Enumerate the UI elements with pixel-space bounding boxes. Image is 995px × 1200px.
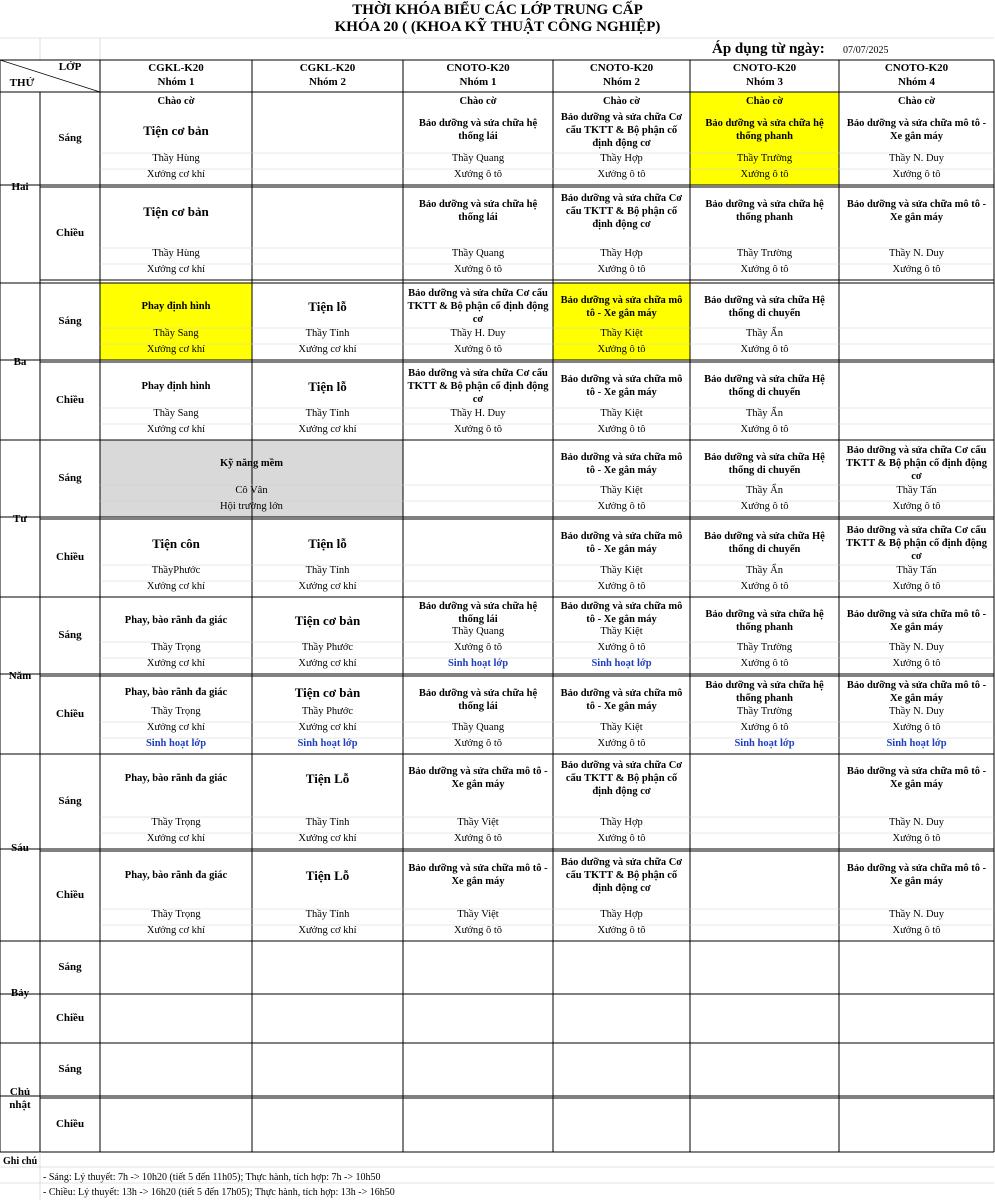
subject-name: Phay, bào rãnh đa giác — [124, 615, 228, 626]
session-label-morning: Sáng — [58, 314, 82, 327]
room-name: Xưởng ô tô — [597, 424, 646, 435]
day-label-7: Chủ nhật — [9, 1085, 31, 1111]
teacher-name: Thầy Trọng — [151, 642, 201, 653]
schedule-cell — [100, 92, 252, 185]
teacher-name: Thầy Kiệt — [600, 626, 643, 637]
session-label-morning: Sáng — [58, 1062, 82, 1075]
class-group-5: Nhóm 3 — [746, 76, 783, 88]
room-name: Xưởng cơ khí — [298, 344, 357, 355]
teacher-name: Thầy Tỉnh — [305, 565, 350, 576]
teacher-name: Thầy H. Duy — [450, 328, 506, 339]
room-name: Xưởng ô tô — [454, 344, 502, 355]
room-name: Xưởng ô tô — [597, 264, 646, 275]
teacher-name: Thầy Việt — [457, 909, 499, 920]
subject-name: Phay định hình — [141, 380, 211, 392]
schedule-cell — [839, 92, 994, 185]
subject-name: Bảo dưỡng và sửa chữa mô tô - Xe gắn máy — [408, 863, 548, 887]
room-name: Xưởng cơ khí — [298, 925, 357, 936]
room-name: Xưởng cơ khí — [146, 344, 206, 355]
subject-name: Bảo dưỡng và sửa chữa hệ thống phanh — [705, 199, 824, 223]
subject-name: Bảo dưỡng và sửa chữa mô tô - Xe gắn máy — [846, 199, 987, 223]
subject-name: Bảo dưỡng và sửa chữa mô tô - Xe gắn máy — [560, 451, 683, 476]
schedule-cell — [690, 519, 839, 597]
schedule-cell — [839, 754, 994, 849]
subject-name: Bảo dưỡng và sửa chữa mô tô - Xe gắn máy — [846, 680, 987, 704]
subject-name: Bảo dưỡng và sửa chữa mô tô - Xe gắn máy — [560, 688, 683, 712]
day-label-6: Bảy — [10, 986, 30, 999]
room-name: Xưởng ô tô — [597, 581, 646, 592]
room-name: Xưởng cơ khí — [298, 581, 357, 592]
subject-name: Bảo dưỡng và sửa chữa mô tô - Xe gắn máy — [846, 766, 987, 790]
room-name: Xưởng ô tô — [597, 738, 646, 749]
room-name: Xưởng ô tô — [740, 264, 789, 275]
schedule-cell — [553, 754, 690, 849]
flag-ceremony: Chào cờ — [459, 96, 497, 107]
teacher-name: Thầy Kiệt — [600, 722, 643, 733]
room-name: Xưởng ô tô — [740, 658, 789, 669]
room-name: Xưởng ô tô — [597, 169, 646, 180]
teacher-name: Thầy Kiệt — [600, 328, 643, 339]
teacher-name: Thầy N. Duy — [888, 248, 945, 259]
teacher-name: Thầy Sang — [153, 408, 199, 419]
room-name: Xưởng ô tô — [892, 264, 941, 275]
subject-name: Bảo dưỡng và sửa chữa Cơ cấu TKTT & Bộ phận cố định động cơ — [407, 288, 549, 325]
teacher-name: Thầy Tấn — [896, 485, 937, 496]
flag-ceremony: Chào cờ — [897, 96, 936, 107]
room-name: Xưởng ô tô — [454, 925, 502, 936]
room-name: Hội trường lớn — [220, 501, 283, 512]
subject-name: Bảo dưỡng và sửa chữa Cơ cấu TKTT & Bộ phận cố định động cơ — [560, 759, 683, 797]
room-name: Xưởng cơ khí — [146, 833, 206, 844]
room-name: Xưởng ô tô — [892, 581, 941, 592]
subject-name: Tiện lỗ — [308, 299, 347, 314]
room-name: Xưởng ô tô — [740, 501, 789, 512]
class-name-2: CGKL-K20 — [299, 62, 356, 74]
teacher-name: Thầy Trường — [736, 642, 793, 653]
class-name-1: CGKL-K20 — [148, 62, 204, 74]
room-name: Xưởng cơ khí — [146, 925, 206, 936]
notes-afternoon: - Chiều: Lý thuyết: 13h -> 16h20 (tiết 5 đến 17h05); Thực hành, tích hợp: 13h -> 16h50 — [43, 1187, 395, 1198]
subject-name: Bảo dưỡng và sửa chữa Cơ cấu TKTT & Bộ phận cố định động cơ — [407, 367, 549, 405]
session-label-morning: Sáng — [58, 131, 82, 144]
subject-name: Phay định hình — [141, 301, 211, 312]
teacher-name: Thầy Hợp — [600, 153, 643, 164]
schedule-cell — [839, 597, 994, 674]
teacher-name: Thầy Hùng — [152, 248, 200, 259]
subject-name: Kỹ năng mềm — [220, 458, 283, 469]
class-activity: Sinh hoạt lớp — [447, 658, 509, 669]
session-label-afternoon: Chiều — [55, 1011, 85, 1024]
corner-day-label: THỨ — [9, 77, 35, 89]
schedule-cell — [553, 283, 690, 360]
room-name: Xưởng cơ khí — [298, 833, 357, 844]
schedule-cell — [252, 362, 403, 440]
subject-name: Bảo dưỡng và sửa chữa mô tô - Xe gắn máy — [846, 863, 987, 887]
room-name: Xưởng ô tô — [454, 833, 502, 844]
class-group-6: Nhóm 4 — [898, 76, 935, 88]
room-name: Xưởng cơ khí — [146, 424, 206, 435]
schedule-cell — [553, 597, 690, 674]
class-activity: Sinh hoạt lớp — [734, 738, 795, 749]
room-name: Xưởng cơ khí — [298, 424, 357, 435]
room-name: Xưởng ô tô — [597, 501, 646, 512]
teacher-name: Thầy Trọng — [151, 909, 201, 920]
teacher-name: Thầy Sang — [153, 328, 199, 339]
schedule-cell — [553, 519, 690, 597]
subject-name: Bảo dưỡng và sửa chữa Cơ cấu TKTT & Bộ phận cố định động cơ — [560, 856, 683, 894]
subject-name: Bảo dưỡng và sửa chữa mô tô - Xe gắn máy — [560, 531, 683, 555]
session-label-afternoon: Chiều — [55, 1118, 85, 1130]
room-name: Xưởng ô tô — [454, 264, 502, 275]
schedule-cell — [839, 440, 994, 517]
teacher-name: Thầy Quang — [451, 722, 505, 733]
subject-name: Bảo dưỡng và sửa chữa hệ thống lái — [418, 600, 538, 625]
schedule-cell — [100, 440, 403, 517]
teacher-name: Thầy Kiệt — [600, 485, 643, 496]
teacher-name: Thầy N. Duy — [888, 817, 945, 828]
schedule-cell — [553, 440, 690, 517]
flag-ceremony: Chào cờ — [745, 96, 784, 107]
class-name-6: CNOTO-K20 — [884, 62, 949, 74]
schedule-cell — [839, 187, 994, 280]
room-name: Xưởng ô tô — [892, 169, 941, 180]
schedule-cell — [553, 92, 690, 185]
notes-morning: - Sáng: Lý thuyết: 7h -> 10h20 (tiết 5 đến 11h05); Thực hành, tích hợp: 7h -> 10h50 — [43, 1172, 381, 1183]
class-activity: Sinh hoạt lớp — [591, 658, 652, 669]
teacher-name: Thầy Tỉnh — [305, 408, 350, 419]
teacher-name: Thầy Tấn — [896, 565, 937, 576]
day-label-4: Năm — [8, 670, 32, 682]
schedule-cell — [690, 676, 839, 754]
subject-name: Phay, bào rãnh đa giác — [124, 686, 228, 698]
room-name: Xưởng ô tô — [892, 501, 941, 512]
room-name: Xưởng ô tô — [597, 344, 646, 355]
teacher-name: Thầy Tỉnh — [305, 328, 350, 339]
teacher-name: Cô Vân — [235, 485, 268, 496]
schedule-cell — [403, 92, 553, 185]
class-activity: Sinh hoạt lớp — [297, 738, 358, 749]
schedule-cell — [100, 187, 252, 280]
title-line-2: KHÓA 20 ( (KHOA KỸ THUẬT CÔNG NGHIỆP) — [334, 19, 661, 35]
subject-name: Tiện cơ bản — [143, 122, 209, 138]
schedule-cell — [100, 754, 252, 849]
session-label-afternoon: Chiều — [55, 551, 85, 563]
session-label-afternoon: Chiều — [55, 394, 85, 406]
teacher-name: Thầy Hợp — [600, 817, 643, 828]
subject-name: Bảo dưỡng và sửa chữa Hệ thống di chuyển — [704, 294, 825, 319]
schedule-cell — [553, 187, 690, 280]
schedule-cell — [252, 283, 403, 360]
teacher-name: Thầy Trọng — [151, 817, 201, 828]
teacher-name: Thầy Phước — [301, 706, 354, 717]
room-name: Xưởng ô tô — [597, 925, 646, 936]
subject-name: Bảo dưỡng và sửa chữa hệ thống lái — [418, 688, 538, 712]
room-name: Xưởng cơ khí — [146, 169, 206, 180]
subject-name: Bảo dưỡng và sửa chữa mô tô - Xe gắn máy — [408, 766, 548, 790]
subject-name: Bảo dưỡng và sửa chữa hệ thống phanh — [705, 118, 824, 142]
schedule-cell — [690, 440, 839, 517]
teacher-name: Thầy Kiệt — [600, 565, 643, 576]
room-name: Xưởng cơ khí — [146, 722, 206, 733]
subject-name: Bảo dưỡng và sửa chữa hệ thống phanh — [705, 680, 824, 704]
teacher-name: Thầy Quang — [451, 153, 505, 164]
room-name: Xưởng cơ khí — [298, 658, 357, 669]
subject-name: Tiện lỗ — [308, 535, 347, 551]
schedule-cell — [690, 92, 839, 185]
session-label-afternoon: Chiều — [55, 889, 85, 901]
teacher-name: Thầy Quang — [451, 248, 505, 259]
teacher-name: Thầy Trọng — [151, 706, 201, 717]
subject-name: Tiện Lỗ — [305, 867, 350, 883]
session-label-afternoon: Chiều — [55, 708, 85, 720]
subject-name: Tiện cơ bản — [294, 684, 361, 700]
schedule-cell — [690, 362, 839, 440]
teacher-name: Thầy Ẩn — [745, 328, 784, 339]
class-name-4: CNOTO-K20 — [589, 62, 654, 74]
teacher-name: Thầy Hùng — [152, 153, 200, 164]
room-name: Xưởng ô tô — [740, 169, 789, 180]
schedule-cell — [403, 754, 553, 849]
room-name: Xưởng ô tô — [740, 581, 789, 592]
session-label-morning: Sáng — [58, 628, 82, 641]
subject-name: Tiện cơ bản — [143, 203, 209, 219]
notes-label: Ghi chú — [3, 1156, 38, 1167]
subject-name: Bảo dưỡng và sửa chữa hệ thống lái — [418, 118, 538, 142]
session-label-morning: Sáng — [58, 794, 82, 807]
teacher-name: Thầy Trường — [736, 153, 793, 164]
schedule-cell — [839, 676, 994, 754]
schedule-cell — [100, 851, 252, 941]
room-name: Xưởng ô tô — [892, 833, 941, 844]
teacher-name: Thầy Ẩn — [745, 565, 784, 576]
subject-name: Bảo dưỡng và sửa chữa Hệ thống di chuyển — [704, 374, 825, 398]
flag-ceremony: Chào cờ — [602, 96, 641, 107]
subject-name: Bảo dưỡng và sửa chữa mô tô - Xe gắn máy — [560, 294, 683, 319]
class-group-1: Nhóm 1 — [157, 76, 195, 88]
title-line-1: THỜI KHÓA BIỂU CÁC LỚP TRUNG CẤP — [352, 2, 643, 18]
corner-class-label: LỚP — [58, 61, 82, 73]
subject-name: Tiện cơ bản — [294, 613, 361, 628]
schedule-cell — [690, 597, 839, 674]
session-label-morning: Sáng — [58, 471, 82, 484]
subject-name: Tiện Lỗ — [305, 770, 350, 786]
schedule-cell — [100, 597, 252, 674]
teacher-name: Thầy Trường — [736, 706, 793, 717]
subject-name: Bảo dưỡng và sửa chữa Cơ cấu TKTT & Bộ phận cố định động cơ — [560, 192, 683, 230]
room-name: Xưởng ô tô — [597, 642, 646, 653]
day-label-5: Sáu — [11, 842, 29, 854]
schedule-cell — [553, 362, 690, 440]
teacher-name: Thầy Trường — [736, 248, 793, 259]
teacher-name: Thầy Ẩn — [745, 408, 784, 419]
room-name: Xưởng ô tô — [740, 344, 789, 355]
class-group-2: Nhóm 2 — [309, 76, 346, 88]
schedule-cell — [403, 187, 553, 280]
teacher-name: Thầy Tỉnh — [305, 817, 350, 828]
day-label-2: Ba — [13, 356, 27, 368]
subject-name: Phay, bào rãnh đa giác — [124, 772, 228, 784]
flag-ceremony: Chào cờ — [157, 96, 195, 107]
schedule-cell — [553, 851, 690, 941]
teacher-name: Thầy N. Duy — [888, 642, 945, 653]
subject-name: Tiện lỗ — [308, 378, 347, 394]
schedule-cell — [252, 519, 403, 597]
teacher-name: Thầy Phước — [301, 642, 354, 653]
teacher-name: ThầyPhước — [151, 565, 201, 576]
session-label-morning: Sáng — [58, 960, 82, 973]
room-name: Xưởng ô tô — [892, 658, 941, 669]
schedule-cell — [403, 597, 553, 674]
class-activity: Sinh hoạt lớp — [145, 738, 207, 749]
schedule-cell — [690, 283, 839, 360]
schedule-cell — [252, 851, 403, 941]
teacher-name: Thầy H. Duy — [450, 408, 506, 419]
day-label-1: Hai — [11, 180, 29, 193]
room-name: Xưởng ô tô — [740, 722, 789, 733]
schedule-cell — [553, 676, 690, 754]
class-activity: Sinh hoạt lớp — [886, 738, 947, 749]
room-name: Xưởng ô tô — [454, 169, 502, 180]
subject-name: Phay, bào rãnh đa giác — [124, 869, 228, 881]
room-name: Xưởng cơ khí — [146, 581, 206, 592]
schedule-cell — [403, 283, 553, 360]
subject-name: Bảo dưỡng và sửa chữa Cơ cấu TKTT & Bộ phận cố định động cơ — [845, 524, 988, 562]
subject-name: Bảo dưỡng và sửa chữa Hệ thống di chuyển — [704, 451, 825, 476]
schedule-cell — [100, 283, 252, 360]
teacher-name: Thầy Ẩn — [745, 485, 784, 496]
teacher-name: Thầy N. Duy — [888, 706, 945, 717]
teacher-name: Thầy Việt — [457, 817, 499, 828]
schedule-cell — [403, 362, 553, 440]
schedule-cell — [100, 676, 252, 754]
class-name-3: CNOTO-K20 — [446, 62, 510, 74]
schedule-cell — [839, 519, 994, 597]
teacher-name: Thầy N. Duy — [888, 909, 945, 920]
schedule-cell — [100, 519, 252, 597]
teacher-name: Thầy Hợp — [600, 248, 643, 259]
teacher-name: Thầy N. Duy — [888, 153, 945, 164]
apply-date-value: 07/07/2025 — [843, 45, 889, 56]
subject-name: Bảo dưỡng và sửa chữa mô tô - Xe gắn máy — [560, 374, 683, 398]
room-name: Xưởng ô tô — [740, 424, 789, 435]
subject-name: Tiện côn — [152, 535, 200, 551]
subject-name: Bảo dưỡng và sửa chữa Hệ thống di chuyển — [704, 531, 825, 555]
subject-name: Bảo dưỡng và sửa chữa hệ thống lái — [418, 199, 538, 223]
class-group-3: Nhóm 1 — [459, 76, 497, 88]
schedule-cell — [403, 676, 553, 754]
subject-name: Bảo dưỡng và sửa chữa Cơ cấu TKTT & Bộ phận cố định động cơ — [560, 111, 683, 149]
schedule-cell — [839, 851, 994, 941]
teacher-name: Thầy Kiệt — [600, 408, 643, 419]
subject-name: Bảo dưỡng và sửa chữa mô tô - Xe gắn máy — [846, 608, 987, 633]
teacher-name: Thầy Hợp — [600, 909, 643, 920]
teacher-name: Thầy Quang — [451, 626, 505, 637]
class-group-4: Nhóm 2 — [603, 76, 640, 88]
room-name: Xưởng ô tô — [892, 925, 941, 936]
schedule-cell — [252, 754, 403, 849]
room-name: Xưởng ô tô — [454, 424, 502, 435]
subject-name: Bảo dưỡng và sửa chữa mô tô - Xe gắn máy — [846, 118, 987, 142]
room-name: Xưởng ô tô — [454, 642, 502, 653]
room-name: Xưởng ô tô — [597, 833, 646, 844]
apply-date-label: Áp dụng từ ngày: — [712, 41, 825, 57]
teacher-name: Thầy Tỉnh — [305, 909, 350, 920]
room-name: Xưởng ô tô — [892, 722, 941, 733]
subject-name: Bảo dưỡng và sửa chữa Cơ cấu TKTT & Bộ phận cố định động cơ — [845, 445, 988, 482]
schedule-cell — [403, 851, 553, 941]
schedule-cell — [252, 597, 403, 674]
day-label-3: Tư — [13, 513, 27, 525]
subject-name: Bảo dưỡng và sửa chữa mô tô - Xe gắn máy — [560, 600, 683, 625]
session-label-afternoon: Chiều — [55, 226, 85, 239]
room-name: Xưởng cơ khí — [298, 722, 357, 733]
class-name-5: CNOTO-K20 — [732, 62, 797, 74]
subject-name: Bảo dưỡng và sửa chữa hệ thống phanh — [705, 608, 824, 633]
room-name: Xưởng ô tô — [454, 738, 502, 749]
schedule-cell — [690, 187, 839, 280]
room-name: Xưởng cơ khí — [146, 658, 206, 669]
room-name: Xưởng cơ khí — [146, 264, 206, 275]
schedule-cell — [252, 676, 403, 754]
schedule-cell — [100, 362, 252, 440]
